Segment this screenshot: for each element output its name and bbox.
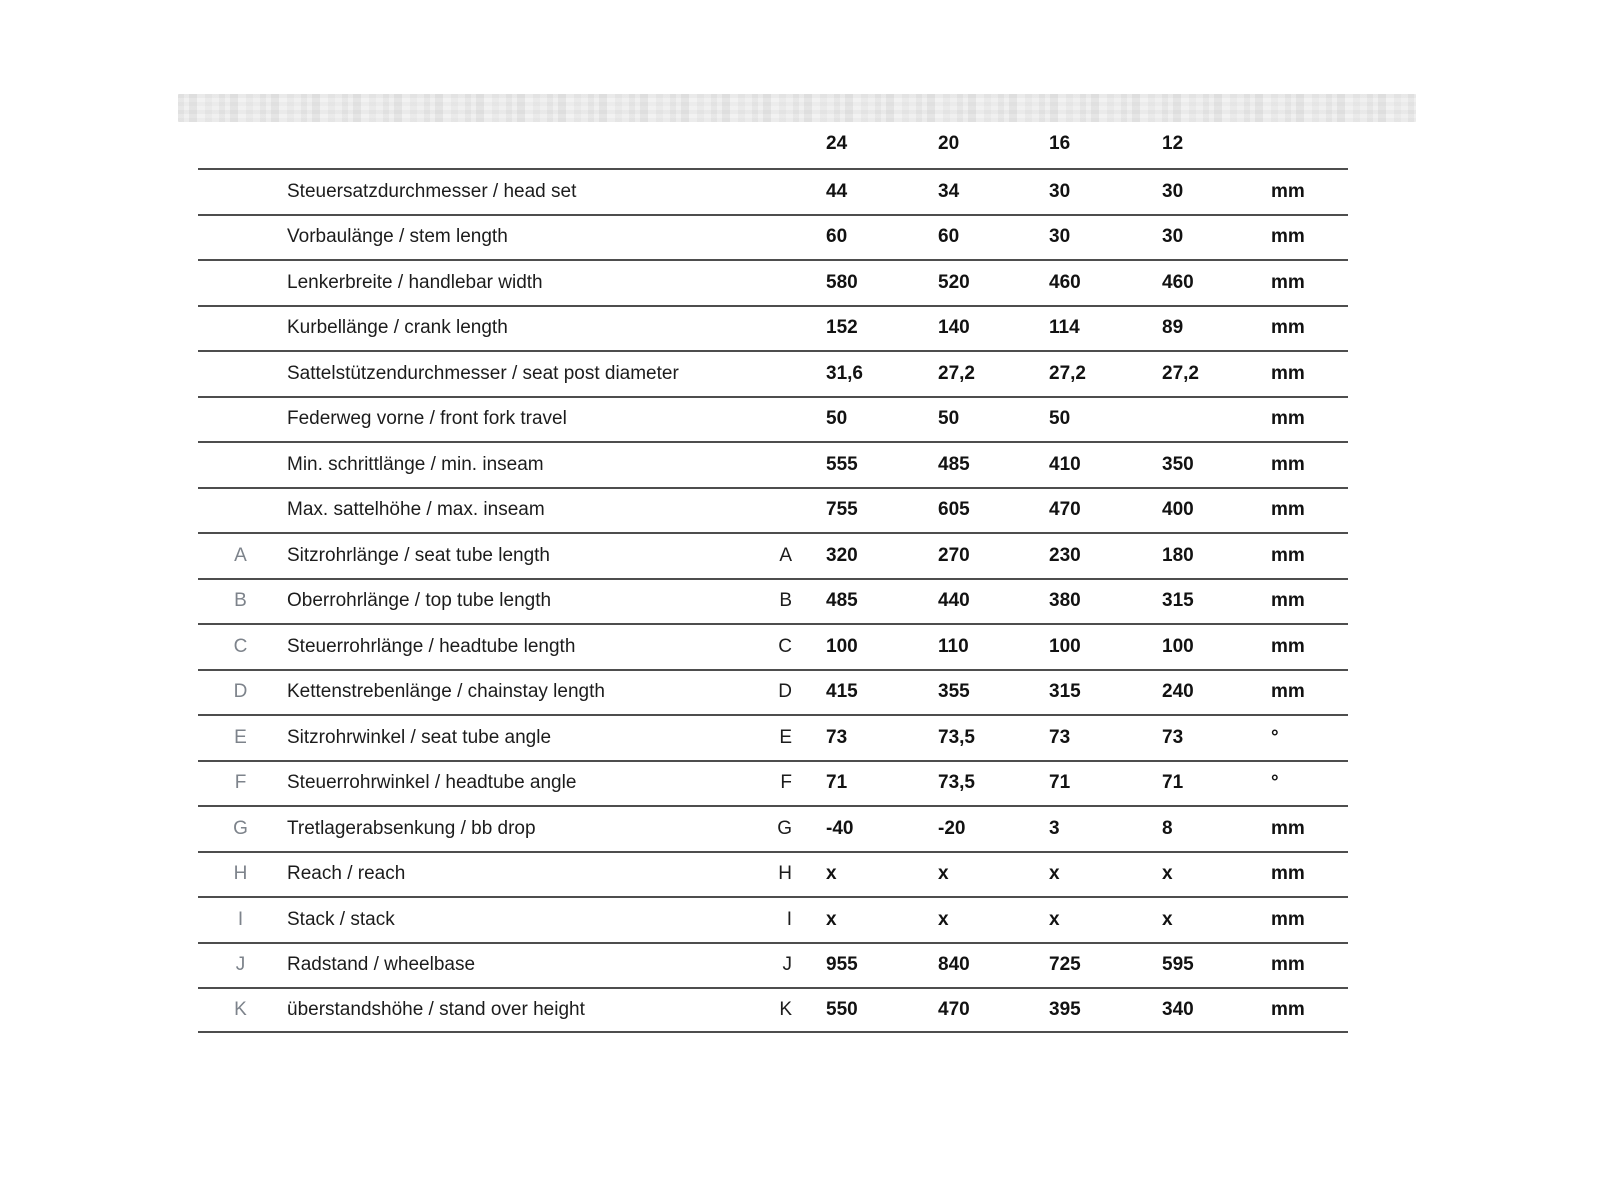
row-ref-letter-2: A	[779, 544, 792, 566]
row-value-size-16: 395	[1049, 998, 1081, 1020]
row-label: Max. sattelhöhe / max. inseam	[287, 499, 545, 521]
row-unit: °	[1271, 772, 1279, 794]
row-ref-letter-2: D	[778, 681, 792, 703]
row-value-size-12: 595	[1162, 954, 1194, 976]
row-ref-letter: J	[235, 954, 246, 976]
row-ref-letter-2: I	[786, 908, 792, 930]
table-row	[198, 623, 1348, 669]
row-value-size-12: 400	[1162, 499, 1194, 521]
row-value-size-12: 30	[1162, 226, 1184, 248]
size-header-12: 12	[1162, 133, 1184, 154]
row-ref-letter: F	[234, 772, 247, 794]
table-row	[198, 896, 1348, 942]
row-ref-letter: B	[234, 590, 247, 612]
row-value-size-20: x	[938, 908, 949, 930]
row-ref-letter-2: J	[782, 954, 792, 976]
table-row	[198, 441, 1348, 487]
table-row	[198, 714, 1348, 760]
table-row	[198, 578, 1348, 624]
row-value-size-24: -40	[826, 817, 854, 839]
table-row	[198, 760, 1348, 806]
row-value-size-16: 725	[1049, 954, 1081, 976]
row-label: Federweg vorne / front fork travel	[287, 408, 567, 430]
row-value-size-16: 30	[1049, 180, 1071, 202]
row-ref-letter: I	[237, 908, 244, 930]
row-label: Lenkerbreite / handlebar width	[287, 271, 543, 293]
row-value-size-24: x	[826, 908, 837, 930]
row-value-size-16: 3	[1049, 817, 1060, 839]
table-row	[198, 305, 1348, 351]
row-value-size-12: 240	[1162, 681, 1194, 703]
row-value-size-12: 100	[1162, 635, 1194, 657]
row-value-size-16: x	[1049, 908, 1060, 930]
row-value-size-24: 550	[826, 998, 858, 1020]
row-value-size-16: 71	[1049, 772, 1071, 794]
row-value-size-12: 73	[1162, 726, 1184, 748]
row-value-size-12: 8	[1162, 817, 1173, 839]
row-label: Sitzrohrlänge / seat tube length	[287, 544, 551, 566]
table-row	[198, 487, 1348, 533]
row-value-size-16: 73	[1049, 726, 1071, 748]
row-label: Tretlagerabsenkung / bb drop	[287, 817, 536, 839]
table-row	[198, 532, 1348, 578]
row-value-size-12: 350	[1162, 453, 1194, 475]
row-value-size-12: x	[1162, 908, 1173, 930]
row-value-size-20: 34	[938, 180, 960, 202]
row-unit: mm	[1271, 817, 1305, 839]
row-value-size-20: x	[938, 863, 949, 885]
row-unit: mm	[1271, 180, 1305, 202]
row-label: Stack / stack	[287, 908, 395, 930]
row-ref-letter: D	[233, 681, 248, 703]
row-value-size-16: 50	[1049, 408, 1071, 430]
row-value-size-16: 410	[1049, 453, 1081, 475]
row-label: Steuerrohrwinkel / headtube angle	[287, 772, 577, 794]
row-unit: mm	[1271, 453, 1305, 475]
size-header-24: 24	[826, 133, 848, 154]
row-value-size-20: -20	[938, 817, 966, 839]
row-value-size-12: 340	[1162, 998, 1194, 1020]
row-value-size-24: x	[826, 863, 837, 885]
row-value-size-24: 44	[826, 180, 848, 202]
row-ref-letter-2: F	[780, 772, 792, 794]
size-header-20: 20	[938, 133, 960, 154]
row-value-size-24: 580	[826, 271, 858, 293]
size-header-row	[198, 120, 1348, 168]
table-row	[198, 942, 1348, 988]
row-value-size-20: 520	[938, 271, 970, 293]
row-label: Radstand / wheelbase	[287, 954, 476, 976]
row-value-size-20: 27,2	[938, 362, 975, 384]
row-value-size-20: 355	[938, 681, 970, 703]
row-value-size-16: 27,2	[1049, 362, 1086, 384]
row-value-size-16: 315	[1049, 681, 1081, 703]
row-unit: mm	[1271, 863, 1305, 885]
row-label: Min. schrittlänge / min. inseam	[287, 453, 544, 475]
row-value-size-24: 555	[826, 453, 858, 475]
row-label: Oberrohrlänge / top tube length	[287, 590, 552, 612]
row-value-size-20: 140	[938, 317, 970, 339]
row-value-size-20: 73,5	[938, 726, 975, 748]
row-value-size-12: x	[1162, 863, 1173, 885]
row-ref-letter-2: H	[778, 863, 792, 885]
row-value-size-12: 30	[1162, 180, 1184, 202]
row-ref-letter-2: K	[779, 998, 792, 1020]
row-value-size-16: 380	[1049, 590, 1081, 612]
row-value-size-16: 114	[1049, 317, 1080, 339]
row-value-size-16: 470	[1049, 499, 1081, 521]
row-label: Sitzrohrwinkel / seat tube angle	[287, 726, 552, 748]
row-value-size-12: 27,2	[1162, 362, 1199, 384]
row-ref-letter: G	[233, 817, 248, 839]
row-value-size-20: 605	[938, 499, 970, 521]
row-value-size-16: 100	[1049, 635, 1081, 657]
row-value-size-20: 440	[938, 590, 970, 612]
row-value-size-12: 89	[1162, 317, 1184, 339]
row-value-size-12: 180	[1162, 544, 1194, 566]
row-label: Kurbellänge / crank length	[287, 317, 508, 339]
row-ref-letter: E	[234, 726, 247, 748]
row-unit: mm	[1271, 226, 1305, 248]
row-value-size-24: 152	[826, 317, 858, 339]
table-row	[198, 259, 1348, 305]
row-value-size-24: 955	[826, 954, 858, 976]
row-ref-letter: A	[234, 544, 247, 566]
row-value-size-20: 470	[938, 998, 970, 1020]
row-value-size-24: 755	[826, 499, 858, 521]
row-ref-letter: H	[233, 863, 248, 885]
row-unit: mm	[1271, 998, 1305, 1020]
row-value-size-16: 230	[1049, 544, 1081, 566]
row-value-size-12: 460	[1162, 271, 1194, 293]
row-value-size-24: 60	[826, 226, 848, 248]
row-label: Vorbaulänge / stem length	[287, 226, 508, 248]
row-value-size-12: 71	[1162, 772, 1184, 794]
row-label: Kettenstrebenlänge / chainstay length	[287, 681, 605, 703]
geometry-table	[198, 120, 1348, 1033]
table-row	[198, 350, 1348, 396]
row-value-size-24: 73	[826, 726, 848, 748]
row-unit: mm	[1271, 362, 1305, 384]
table-row	[198, 805, 1348, 851]
row-unit: mm	[1271, 681, 1305, 703]
row-unit: °	[1271, 726, 1279, 748]
table-row	[198, 214, 1348, 260]
row-unit: mm	[1271, 635, 1305, 657]
row-value-size-24: 71	[826, 772, 848, 794]
table-row	[198, 396, 1348, 442]
table-row	[198, 987, 1348, 1033]
row-ref-letter-2: B	[779, 590, 792, 612]
row-value-size-24: 50	[826, 408, 848, 430]
row-unit: mm	[1271, 317, 1305, 339]
table-row	[198, 851, 1348, 897]
row-value-size-12: 315	[1162, 590, 1194, 612]
row-unit: mm	[1271, 954, 1305, 976]
row-label: Steuerrohrlänge / headtube length	[287, 635, 576, 657]
table-row	[198, 168, 1348, 214]
row-unit: mm	[1271, 408, 1305, 430]
row-value-size-24: 485	[826, 590, 858, 612]
row-unit: mm	[1271, 544, 1305, 566]
row-value-size-16: 30	[1049, 226, 1071, 248]
row-value-size-20: 60	[938, 226, 960, 248]
row-ref-letter: K	[234, 998, 247, 1020]
row-ref-letter-2: C	[778, 635, 792, 657]
row-value-size-24: 31,6	[826, 362, 863, 384]
row-unit: mm	[1271, 590, 1305, 612]
row-value-size-24: 415	[826, 681, 858, 703]
row-value-size-20: 73,5	[938, 772, 975, 794]
row-unit: mm	[1271, 499, 1305, 521]
row-value-size-24: 320	[826, 544, 858, 566]
row-value-size-24: 100	[826, 635, 858, 657]
row-value-size-20: 270	[938, 544, 970, 566]
redacted-title-band	[178, 94, 1416, 122]
row-value-size-20: 485	[938, 453, 970, 475]
row-ref-letter-2: E	[779, 726, 792, 748]
row-label: Steuersatzdurchmesser / head set	[287, 180, 577, 202]
row-value-size-16: x	[1049, 863, 1060, 885]
size-header-16: 16	[1049, 133, 1071, 154]
table-row	[198, 669, 1348, 715]
row-value-size-16: 460	[1049, 271, 1081, 293]
row-value-size-20: 840	[938, 954, 970, 976]
row-label: Reach / reach	[287, 863, 406, 885]
row-ref-letter-2: G	[777, 817, 792, 839]
row-ref-letter: C	[233, 635, 248, 657]
row-label: überstandshöhe / stand over height	[287, 998, 585, 1020]
row-value-size-20: 110	[938, 635, 969, 657]
row-unit: mm	[1271, 908, 1305, 930]
row-unit: mm	[1271, 271, 1305, 293]
row-value-size-20: 50	[938, 408, 960, 430]
row-label: Sattelstützendurchmesser / seat post diameter	[287, 362, 679, 384]
